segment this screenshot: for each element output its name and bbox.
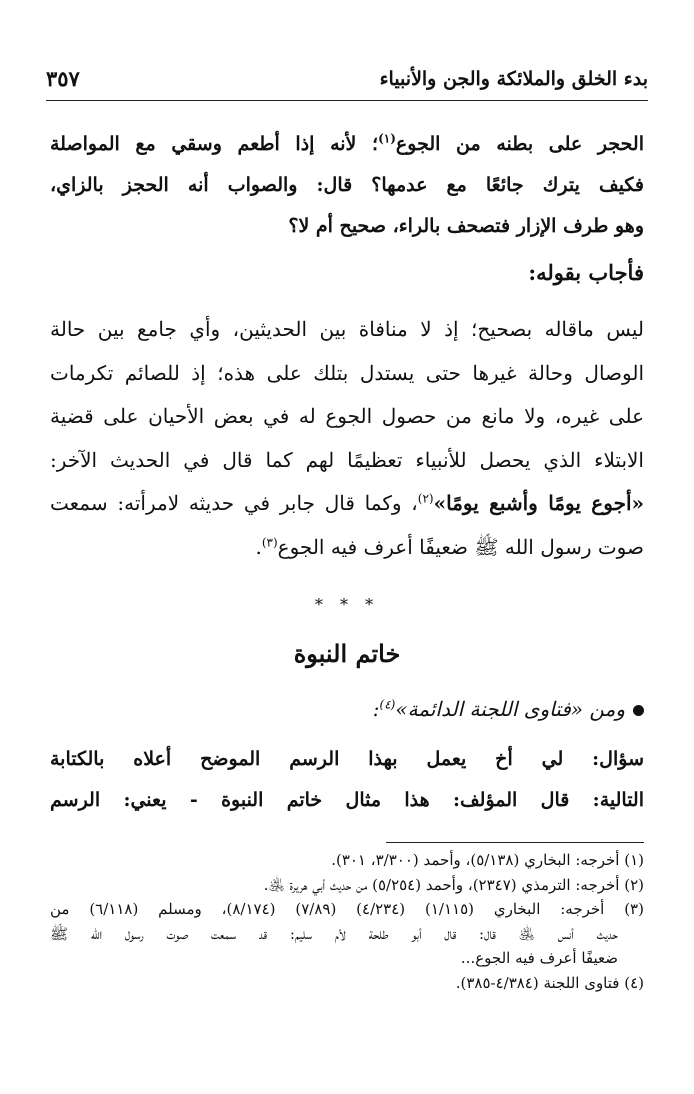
body-line: صوت رسول الله ﷺ ضعيفًا أعرف فيه الجوع$^{(٣)}$.: [255, 534, 644, 559]
footnote-continuation: حديث أنس ﵁ قال: قال أبو طلحة لأم سليم: قد سمعت صوت رسول الله ﷺ: [50, 924, 618, 943]
footnotes: [50, 848, 644, 995]
footnote-marker: (٣): [261, 534, 278, 549]
footnote-marker: (٢): [417, 491, 434, 506]
page-body: [50, 124, 644, 821]
bullet-icon: [633, 705, 644, 716]
question2-line: سؤال: لي أخ يعمل بهذا الرسم الموضح أعلاه بالكتابة: [50, 748, 644, 770]
section-title: خاتم النبوة: [293, 639, 401, 668]
running-title: بدء الخلق والملائكة والجن والأنبياء: [379, 68, 648, 90]
page-number: ٣٥٧: [46, 66, 80, 91]
answer-heading: فأجاب بقوله:: [528, 260, 644, 285]
body-line: الوصال وحالة غيرها حتى يستدل بتلك على هذه؛ إذ للصائم تكرمات: [50, 360, 644, 385]
footnote-continuation: ضعيفًا أعرف فيه الجوع...: [460, 949, 618, 967]
footnote-marker: (٤): [379, 697, 396, 712]
source-title: «فتاوى اللجنة الدائمة»: [395, 697, 584, 721]
body-line: ليس ماقاله بصحيح؛ إذ لا منافاة بين الحديثين، وأي جامع بين حالة: [50, 317, 644, 341]
question-line: فكيف يترك جائعًا مع عدمها؟ قال: والصواب أنه الحجز بالزاي،: [50, 174, 644, 196]
body-line: «أجوع يومًا وأشبع يومًا»$^{(٢)}$، وكما قال جابر في حديثه لامرأته: سمعت: [50, 491, 644, 515]
footnote-marker: (١): [378, 131, 396, 146]
body-line: على غيره، ولا مانع من حصول الجوع له في بعض الأحيان على قضية: [50, 404, 644, 428]
footnote: (٢) أخرجه: الترمذي (٢٣٤٧)، وأحمد (٥/٢٥٤) من حديث أبي هريرة ﵁.: [263, 875, 644, 894]
footnote-rule: [386, 842, 644, 843]
source-line: ومن «فتاوى اللجنة الدائمة»$^{(٤)}$:: [50, 689, 644, 729]
footnote: (٣) أخرجه: البخاري (١/١١٥) (٤/٢٣٤) (٧/٨٩) (٨/١٧٤)، ومسلم (٦/١١٨) من: [50, 900, 644, 918]
question-line: الحجر على بطنه من الجوع$^{(١)}$؛ لأنه إذا أطعم وسقي مع المواصلة: [50, 131, 644, 155]
page-header: [46, 62, 648, 96]
question-line: وهو طرف الإزار فتصحف بالراء، صحيح أم لا؟: [288, 215, 644, 237]
body-line: الابتلاء الذي يحصل للأنبياء تعظيمًا لهم كما قال في الحديث الآخر:: [50, 447, 644, 472]
section-separator: * * *: [314, 595, 380, 614]
footnote: (١) أخرجه: البخاري (٥/١٣٨)، وأحمد (٣/٣٠٠، ٣٠١).: [331, 851, 644, 869]
question2-line: التالية: قال المؤلف: هذا مثال خاتم النبوة - يعني: الرسم: [50, 789, 644, 811]
hadith-quote: «أجوع يومًا وأشبع يومًا»: [433, 491, 644, 515]
header-rule: [46, 100, 648, 101]
footnote: (٤) فتاوى اللجنة (٤/٣٨٤-٣٨٥).: [455, 973, 644, 992]
